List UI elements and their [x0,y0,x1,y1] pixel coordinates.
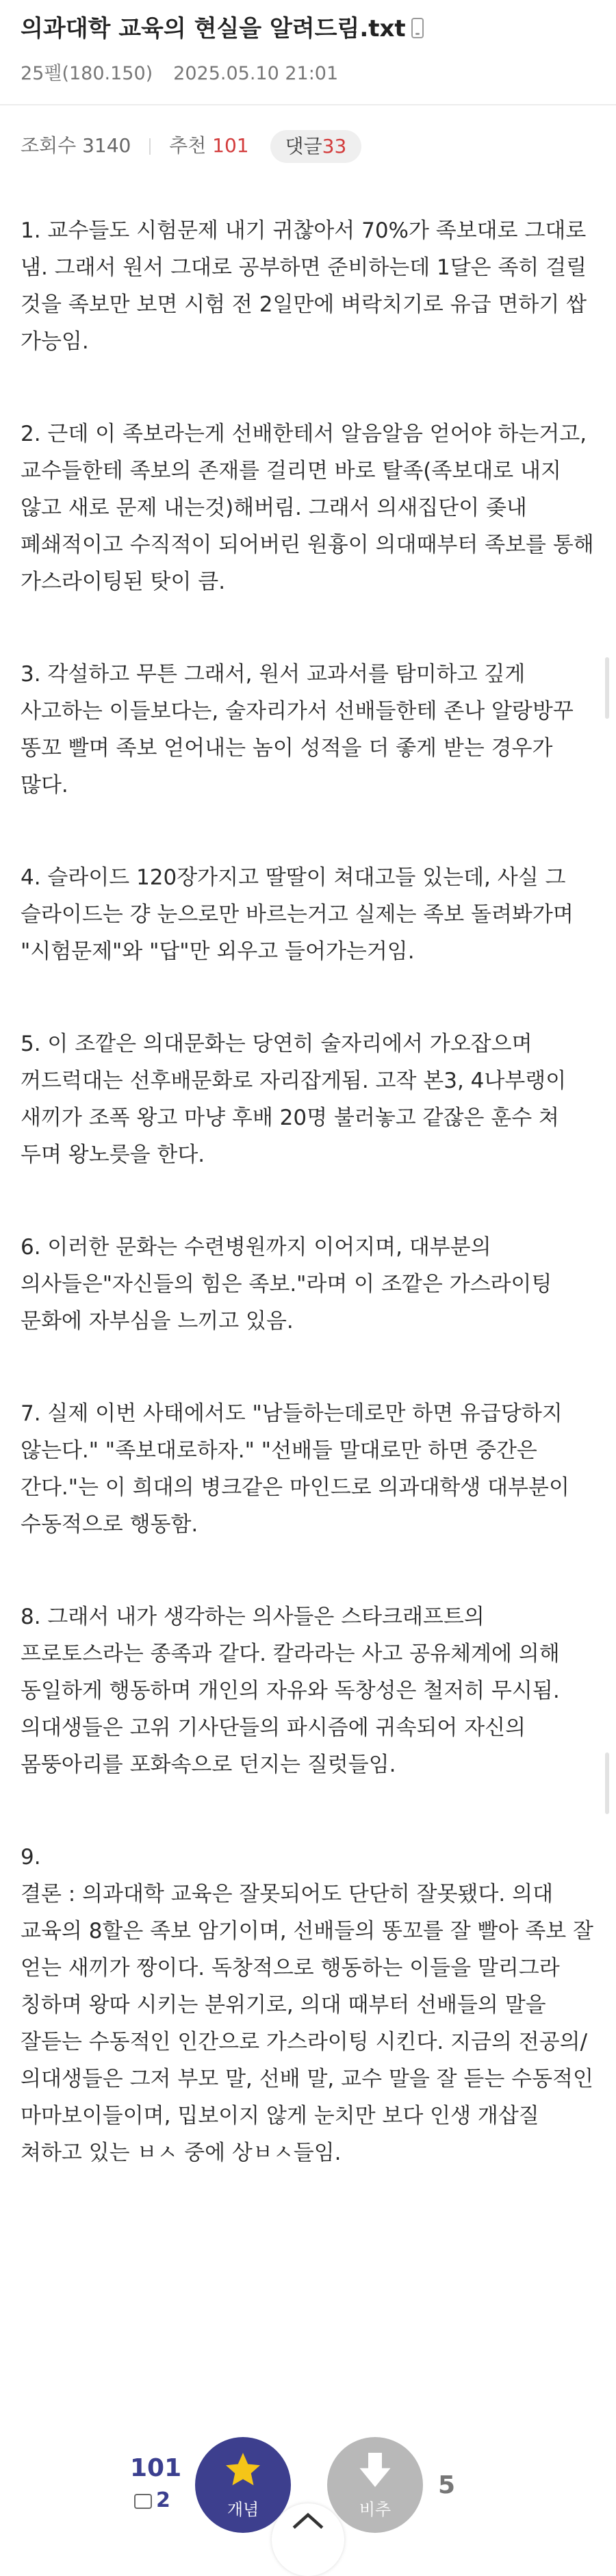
paragraph-3: 3. 각설하고 무튼 그래서, 원서 교과서를 탐미하고 깊게 사고하는 이들보다는, 술자리가서 선배들한테 존나 알랑방꾸 똥꼬 빨며 족보 얻어내는 놈이 성적을 더 좋게 받는 경우가 많다. [21,662,574,798]
post-stats [21,129,361,163]
header-divider [0,104,616,105]
post-header [0,0,616,104]
chevron-up-icon [291,2510,325,2531]
scrollbar-track[interactable] [605,657,609,719]
paragraph-8: 8. 그래서 내가 생각하는 의사들은 스타크래프트의 프로토스라는 종족과 같다. 칼라라는 사고 공유체계에 의해 동일하게 행동하며 개인의 자유와 독창성은 철저히 무시됨. 의대생들은 고위 기사단들의 파시즘에 귀속되어 자신의 몸뚱아리를 포화속으로 던지는 질럿들임. [21,1605,560,1777]
star-icon [221,2449,265,2490]
post-body [21,212,595,2171]
down-vote-count: 5 [438,2471,456,2499]
down-vote-label: 비추 [359,2500,392,2519]
recommend-count: 101 [212,134,249,157]
scrollbar-track[interactable] [605,1752,609,1814]
vote-bar [0,2427,616,2543]
up-vote-button[interactable] [195,2437,291,2533]
view-label: 조회수 [21,134,77,157]
paragraph-6: 6. 이러한 문화는 수련병원까지 이어지며, 대부분의 의사들은"자신들의 힘은 족보."라며 이 조깥은 가스라이팅 문화에 자부심을 느끼고 있음. [21,1235,552,1334]
post-meta [21,60,338,88]
paragraph-2: 2. 근데 이 족보라는게 선배한테서 알음알음 얻어야 하는거고, 교수들한테 족보의 존재를 걸리면 바로 탈족(족보대로 내지 않고 새로 문제 내는것)해버림. 그래서 의새집단이 좆내 폐쇄적이고 수직적이 되어버린 원흉이 의대때부터 족보를 통해 가스라이팅된 탓이 큼. [21,422,594,594]
stats-separator [149,138,151,155]
scroll-top-button[interactable] [272,2503,344,2576]
down-vote-button[interactable] [327,2437,423,2533]
paragraph-1: 1. 교수들도 시험문제 내기 귀찮아서 70%가 족보대로 그대로 냄. 그래서 원서 그대로 공부하면 준비하는데 1달은 족히 걸릴 것을 족보만 보면 시험 전 2일만에 벼락치기로 유급 면하기 쌉 가능임. [21,218,587,354]
comment-icon [134,2494,152,2509]
post-title: 의과대학 교육의 현실을 알려드림.txt [21,15,406,42]
up-vote-count: 101 [130,2454,182,2482]
comment-label: 댓글 [285,135,322,157]
up-vote-label: 개념 [227,2500,259,2519]
view-count: 3140 [82,134,131,157]
comment-count: 33 [322,135,347,157]
paragraph-5: 5. 이 조깥은 의대문화는 당연히 술자리에서 가오잡으며 꺼드럭대는 선후배문화로 자리잡게됨. 고작 본3, 4나부랭이 새끼가 조폭 왕고 마냥 후배 20명 불러놓고 같잖은 훈수 쳐 두며 왕노릇을 한다. [21,1032,567,1167]
paragraph-7: 7. 실제 이번 사태에서도 "남들하는데로만 하면 유급당하지 않는다." "족보대로하자." "선배들 말대로만 하면 중간은 간다."는 이 희대의 병크같은 마인드로 의과대학생 대부분이 수동적으로 행동함. [21,1401,569,1537]
post-author[interactable]: 25펠(180.150) [21,63,153,84]
reply-count [134,2488,170,2512]
comment-button[interactable] [270,130,362,163]
paragraph-4: 4. 슬라이드 120장가지고 딸딸이 쳐대고들 있는데, 사실 그 슬라이드는 걍 눈으로만 바르는거고 실제는 족보 돌려봐가며 "시험문제"와 "답"만 외우고 들어가는거임. [21,865,574,964]
paragraph-9: 9. 결론 : 의과대학 교육은 잘못되어도 단단히 잘못됐다. 의대 교육의 8할은 족보 암기이며, 선배들의 똥꼬를 잘 빨아 족보 잘 얻는 새끼가 짱이다. 독창적으로 행동하는 이들을 말리그라 칭하며 왕따 시키는 분위기로, 의대 때부터 선배들의 말을 잘듣는 수동적인 인간으로 가스라이팅 시킨다. 지금의 전공의/의대생들은 그저 부모 말, 선배 말, 교수 말을 잘 듣는 수동적인 마마보이들이며, 밉보이지 않게 눈치만 보다 인생 개삽질 쳐하고 있는 ㅂㅅ 중에 상ㅂㅅ들임. [21,1845,593,2165]
arrow-down-icon [353,2449,397,2490]
recommend-label: 추천 [169,134,207,157]
phone-icon [411,18,424,38]
post-title-row [21,12,424,45]
reply-count-value: 2 [156,2488,170,2512]
post-date: 2025.05.10 21:01 [173,63,339,84]
